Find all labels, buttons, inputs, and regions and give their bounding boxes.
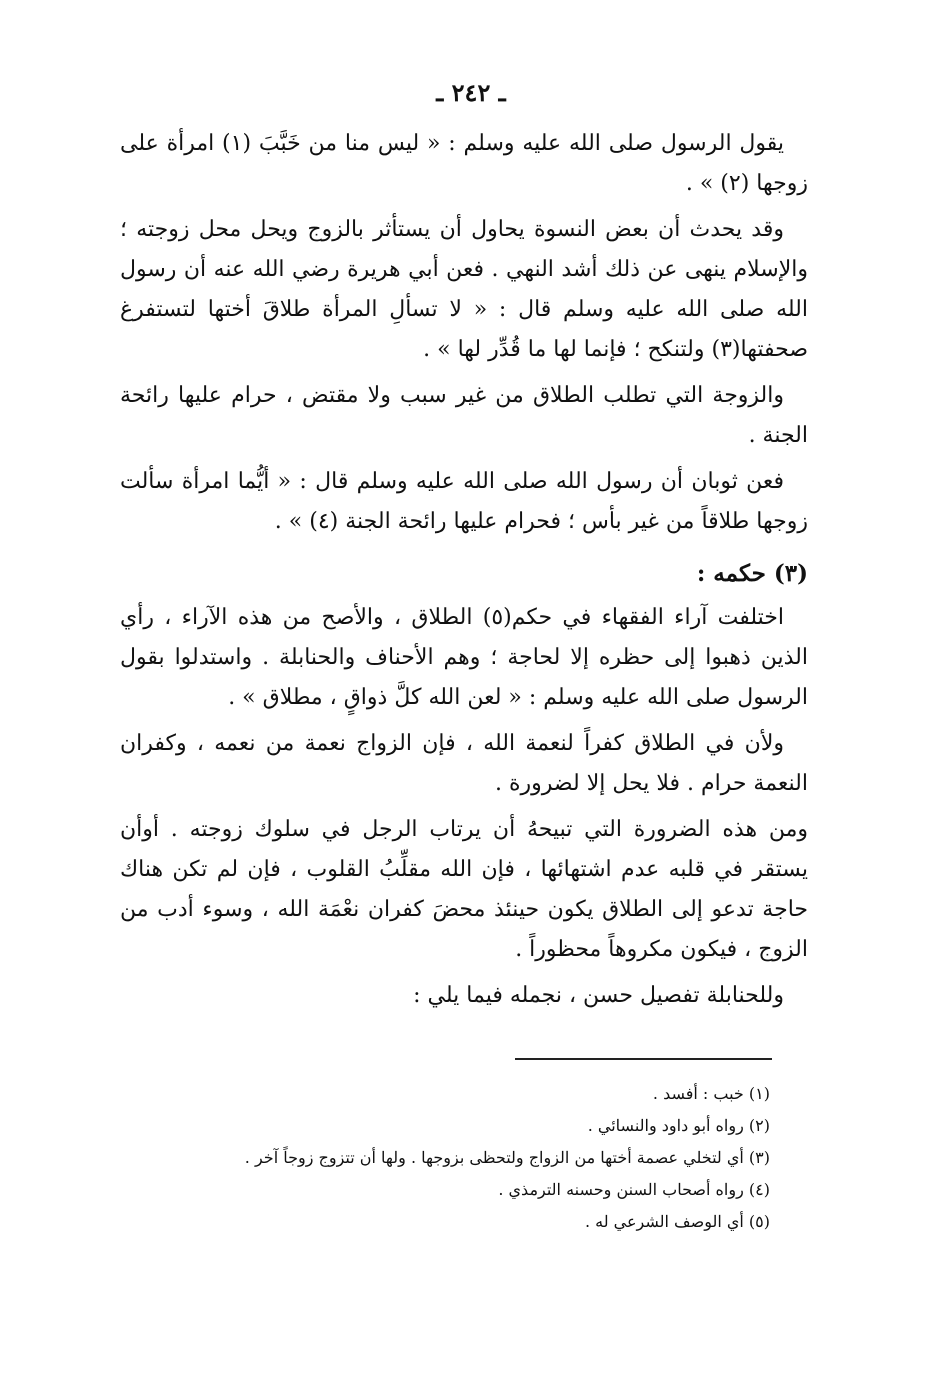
footnote-item: (٤) رواه أصحاب السنن وحسنه الترمذي . (498, 1180, 770, 1199)
footnote-item: (١) خبب : أفسد . (652, 1084, 770, 1103)
paragraph-necessity: ومن هذه الضرورة التي تبيحهُ أن يرتاب الرجل في سلوك زوجته . أوأن يستقر في قلبه عدم اشتهائها ، فإن الله مقلِّبُ القلوب ، فإن لم تكن هناك حاجة تدعو إلى الطلاق يكون حينئذ محضَ كفران نعْمَة الله ، وسوء أدب من الزوج ، فيكون مكروهاً محظوراً . (120, 817, 808, 962)
paragraph-wife-divorce: والزوجة التي تطلب الطلاق من غير سبب ولا مقتض ، حرام عليها رائحة الجنة . (120, 383, 808, 448)
footnote-item: (٥) أي الوصف الشرعي له . (584, 1212, 770, 1231)
footnote-separator (515, 1058, 772, 1060)
footnote-item: (٢) رواه أبو داود والنسائي . (587, 1116, 770, 1135)
footnote-item: (٣) أي لتخلي عصمة أختها من الزواج ولتحظى بزوجها . ولها أن تتزوج زوجاً آخر . (244, 1148, 770, 1167)
section-heading: (٣) حكمه : (696, 560, 808, 587)
paragraph-thawban-hadith: فعن ثوبان أن رسول الله صلى الله عليه وسلم قال : « أيُّما امرأة سألت زوجها طلاقاً من غير بأس ؛ فحرام عليها رائحة الجنة (٤) » . (120, 469, 808, 534)
paragraph-ingratitude: ولأن في الطلاق كفراً لنعمة الله ، فإن الزواج نعمة من نعمه ، وكفران النعمة حرام . فلا يحل إلا لضرورة . (120, 731, 808, 796)
paragraph-co-wife: وقد يحدث أن بعض النسوة يحاول أن يستأثر بالزوج ويحل محل زوجته ؛ والإسلام ينهى عن ذلك أشد النهي . فعن أبي هريرة رضي الله عنه أن رسول الله صلى الله عليه وسلم قال : « لا تسألِ المرأة طلاقَ أختها لتستفرغ صحفتها(٣) ولتنكح ؛ فإنما لها ما قُدِّر لها » . (120, 217, 808, 362)
paragraph-hanbali-detail: وللحنابلة تفصيل حسن ، نجمله فيما يلي : (413, 983, 784, 1008)
page-number: ـ ٢٤٢ ـ (436, 78, 506, 107)
paragraph-hadith-khabbaba: يقول الرسول صلى الله عليه وسلم : « ليس منا من خَبَّبَ (١) امرأة على زوجها (٢) » . (120, 131, 808, 196)
main-text (120, 124, 808, 1022)
footnotes (150, 1078, 770, 1238)
paragraph-jurists-opinions: اختلفت آراء الفقهاء في حكم(٥) الطلاق ، والأصح من هذه الآراء ، رأي الذين ذهبوا إلى حظره إلا لحاجة ؛ وهم الأحناف والحنابلة . واستدلوا بقول الرسول صلى الله عليه وسلم : « لعن الله كلَّ ذواقٍ ، مطلاق » . (120, 605, 808, 710)
